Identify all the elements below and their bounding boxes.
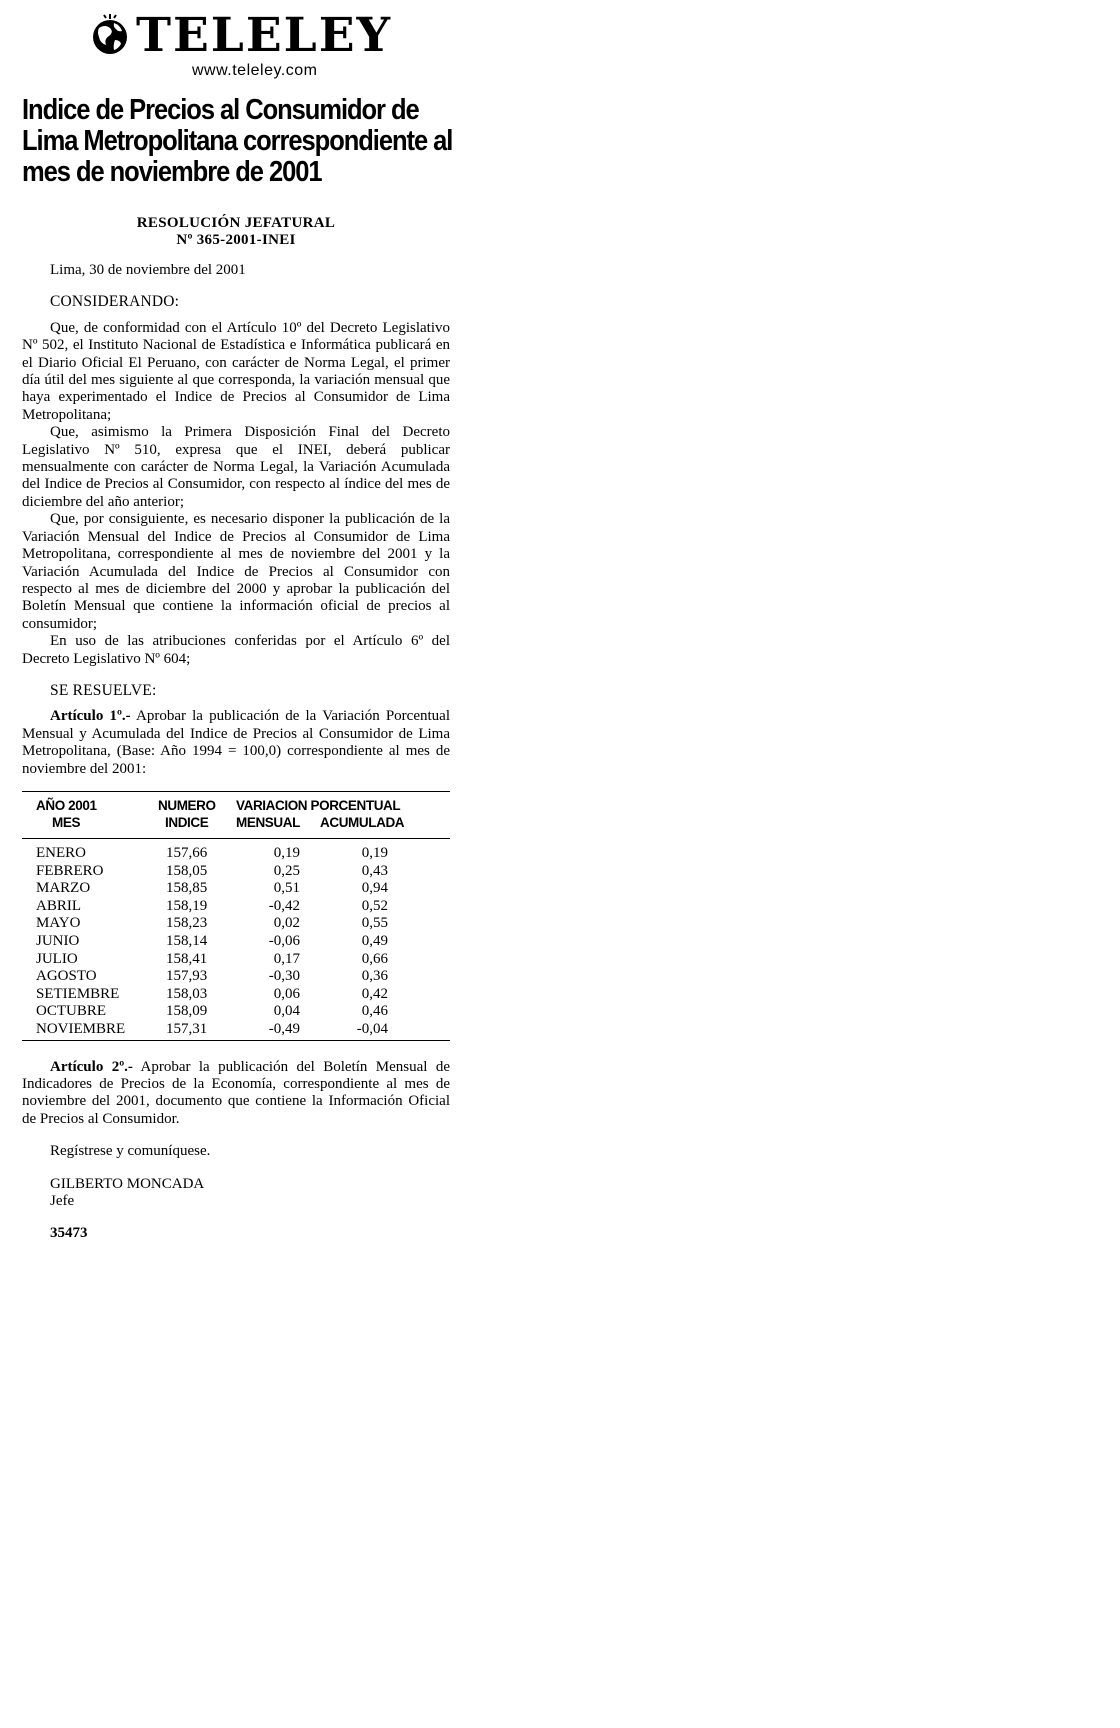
index-cell: 158,03 [166,985,208,1002]
monthly-variation-cell: 0,25 [273,862,300,879]
table-row [22,845,450,863]
accumulated-variation-cell: 0,55 [361,915,388,932]
resolution-title: RESOLUCIÓN JEFATURAL [136,215,336,231]
header-indice: INDICE [165,814,209,830]
month-cell: NOVIEMBRE [36,1020,126,1037]
index-cell: 158,41 [166,950,208,967]
articulo-1-text: Aprobar la publicación de la Variación Porcentual Mensual y Acumulada del Indice de Precios al Consumidor de Lima Metropolitana, (Base: Año 1994 = 100,0) correspondiente al mes de noviembre del 2001: [22,708,450,777]
masthead [22,0,450,90]
table-row [22,933,450,951]
month-cell: JUNIO [36,932,80,949]
index-cell: 157,66 [166,844,208,861]
considerando-paragraph: En uso de las atribuciones conferidas por el Artículo 6º del Decreto Legislativo Nº 604; [22,633,450,667]
header-mes: MES [52,814,81,830]
document-column [22,0,453,1243]
index-cell: 158,14 [166,932,208,949]
accumulated-variation-cell: 0,66 [361,950,388,967]
headline [22,95,453,188]
index-cell: 158,85 [166,880,208,897]
date-line: Lima, 30 de noviembre del 2001 [50,262,246,278]
index-cell: 157,93 [166,968,208,985]
index-cell: 158,09 [166,1003,208,1020]
articulo-2-label: Artículo 2º.- [50,1058,133,1075]
month-cell: ENERO [36,844,86,861]
table-row [22,986,450,1004]
table-row [22,1003,450,1021]
table-row [22,951,450,969]
monthly-variation-cell: 0,06 [273,985,300,1002]
header-mensual: MENSUAL [236,814,300,830]
articulo-2 [22,1059,450,1129]
month-cell: MARZO [36,880,91,897]
resolution-number: Nº 365-2001-INEI [176,232,296,248]
signer-title: Jefe [50,1192,75,1209]
index-cell: 158,19 [166,897,208,914]
headline-line: mes de noviembre de 2001 [22,156,322,188]
header-acumulada: ACUMULADA [320,814,405,830]
headline-line: Indice de Precios al Consumidor de [22,94,419,126]
considerandos [22,320,450,668]
monthly-variation-cell: -0,42 [268,897,300,914]
accumulated-variation-cell: 0,36 [361,968,388,985]
closing-line: Regístrese y comuníquese. [50,1143,211,1160]
headline-line: Lima Metropolitana correspondiente al [22,125,453,157]
globe-icon [90,13,130,59]
signature-block [22,1176,450,1211]
brand-logo [90,10,392,62]
accumulated-variation-cell: 0,94 [361,880,388,897]
considerando-paragraph: Que, asimismo la Primera Disposición Final del Decreto Legislativo Nº 510, expresa que el INEI, deberá publicar mensualmente con carácter de Norma Legal, la Variación Acumulada del Indice de Precios al Consumidor, con respecto al índice del mes de diciembre del año anterior; [22,424,450,510]
header-variacion: VARIACION PORCENTUAL [236,797,401,813]
index-cell: 158,23 [166,915,208,932]
brand-name: TELELEY [136,8,393,63]
monthly-variation-cell: 0,51 [273,880,300,897]
accumulated-variation-cell: 0,42 [361,985,388,1002]
accumulated-variation-cell: -0,04 [356,1020,388,1037]
articulo-1 [22,708,450,778]
header-anio: AÑO 2001 [36,797,97,813]
document-code: 35473 [50,1225,88,1242]
month-cell: MAYO [36,915,81,932]
resuelve-heading: SE RESUELVE: [50,681,157,699]
ipc-table [22,791,450,1041]
articulo-2-text: Aprobar la publicación del Boletín Mensual de Indicadores de Precios de la Economía, correspondiente al mes de noviembre del 2001, documento que contiene la Información Oficial de Precios al Consumidor. [22,1058,450,1127]
monthly-variation-cell: 0,17 [273,950,300,967]
header-numero: NUMERO [158,797,216,813]
table-row [22,863,450,881]
accumulated-variation-cell: 0,43 [361,862,388,879]
resolution-header [22,215,450,249]
table-body [22,838,450,1041]
table-row [22,968,450,986]
articulo-1-label: Artículo 1º.- [50,708,131,725]
table-row [22,1021,450,1039]
signer-name: GILBERTO MONCADA [50,1175,205,1192]
considerando-paragraph: Que, de conformidad con el Artículo 10º del Decreto Legislativo Nº 502, el Instituto Nacional de Estadística e Informática publicará en el Diario Oficial El Peruano, con carácter de Norma Legal, el primer día útil del mes siguiente al que corresponda, la variación mensual que haya experimentado el Indice de Precios al Consumidor de Lima Metropolitana; [22,319,450,423]
index-cell: 157,31 [166,1020,208,1037]
considerando-heading: CONSIDERANDO: [50,293,180,311]
table-row [22,915,450,933]
accumulated-variation-cell: 0,49 [361,932,388,949]
month-cell: ABRIL [36,897,81,914]
month-cell: FEBRERO [36,862,104,879]
month-cell: SETIEMBRE [36,985,120,1002]
month-cell: AGOSTO [36,968,97,985]
table-row [22,898,450,916]
monthly-variation-cell: 0,04 [273,1003,300,1020]
table-header [22,798,450,834]
accumulated-variation-cell: 0,19 [361,844,388,861]
month-cell: JULIO [36,950,78,967]
monthly-variation-cell: 0,19 [273,844,300,861]
monthly-variation-cell: -0,49 [268,1020,300,1037]
monthly-variation-cell: -0,30 [268,968,300,985]
index-cell: 158,05 [166,862,208,879]
accumulated-variation-cell: 0,52 [361,897,388,914]
monthly-variation-cell: -0,06 [268,932,300,949]
month-cell: OCTUBRE [36,1003,107,1020]
table-row [22,880,450,898]
considerando-paragraph: Que, por consiguiente, es necesario disponer la publicación de la Variación Mensual del Indice de Precios al Consumidor de Lima Metropolitana, correspondiente al mes de noviembre del 2001 y la Variación Acumulada del Indice de Precios al Consumidor con respecto al mes de diciembre del 2000 y aprobar la publicación del Boletín Mensual que contiene la información oficial de precios al consumidor; [22,511,450,632]
accumulated-variation-cell: 0,46 [361,1003,388,1020]
monthly-variation-cell: 0,02 [273,915,300,932]
website-url: www.teleley.com [192,62,318,79]
